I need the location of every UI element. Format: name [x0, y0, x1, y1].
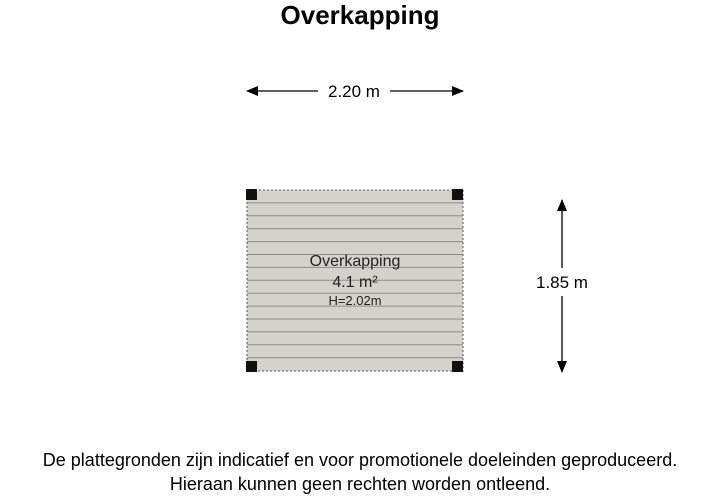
page-title: Overkapping [280, 0, 440, 30]
disclaimer [0, 448, 720, 496]
post-top-right [452, 189, 463, 200]
room-overkapping [246, 189, 463, 372]
room-height-label: H=2.02m [328, 293, 382, 308]
depth-label: 1.85 m [536, 273, 588, 292]
post-bottom-left [246, 361, 257, 372]
disclaimer-line-2: Hieraan kunnen geen rechten worden ontleend. [169, 474, 551, 494]
width-label: 2.20 m [328, 82, 380, 101]
post-bottom-right [452, 361, 463, 372]
depth-dimension [528, 200, 596, 372]
room-name: Overkapping [309, 253, 401, 270]
post-top-left [246, 189, 257, 200]
room-area-label: 4.1 m² [332, 274, 378, 291]
width-dimension [247, 82, 463, 101]
disclaimer-line-1: De plattegronden zijn indicatief en voor promotionele doeleinden geproduceerd. [42, 450, 678, 470]
